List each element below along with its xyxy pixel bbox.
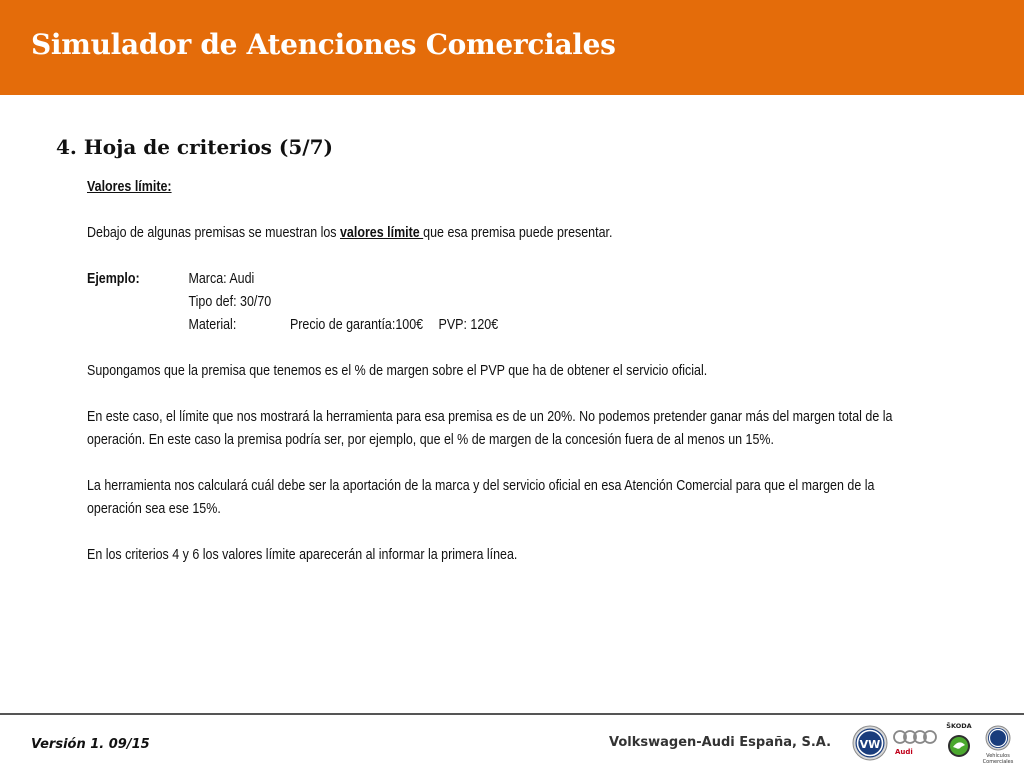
subheading-valores-limite: Valores límite: (87, 179, 172, 195)
audi-logo-text: Audi (895, 748, 913, 756)
example-label: Ejemplo: (87, 271, 140, 287)
paragraph-herramienta-line-1: La herramienta nos calculará cuál debe ser la aportación de la marca y del servicio oficial en esa Atención Comercial para que el margen de la (87, 478, 875, 494)
version-label: Versión 1. 09/15 (31, 737, 150, 752)
page-title: Simulador de Atenciones Comerciales (31, 28, 616, 61)
brand-logos (850, 720, 1020, 766)
paragraph-intro (87, 222, 1007, 245)
example-tipo: Tipo def: 30/70 (188, 294, 272, 310)
skoda-logo-icon (944, 720, 974, 764)
intro-emphasis: valores límite (340, 225, 424, 241)
vw-commercial-text-2: Comerciales (982, 759, 1014, 765)
example-marca: Marca: Audi (188, 271, 255, 287)
audi-logo-icon (892, 728, 940, 758)
example-precio: Precio de garantía:100€ (289, 317, 424, 333)
example-pvp: PVP: 120€ (438, 317, 499, 333)
paragraph-supongamos: Supongamos que la premisa que tenemos es el % de margen sobre el PVP que ha de obtener el servicio oficial. (87, 363, 708, 379)
example-row-material (87, 314, 1007, 337)
header-bar (0, 0, 1024, 95)
paragraph-criterios: En los criterios 4 y 6 los valores límite aparecerán al informar la primera línea. (87, 547, 518, 563)
example-material-label: Material: (188, 317, 237, 333)
vw-logo-icon (852, 725, 888, 761)
paragraph-limite-line-1: En este caso, el límite que nos mostrará la herramienta para esa premisa es de un 20%. No podemos pretender ganar más del margen total de la (87, 409, 893, 425)
section-title: 4. Hoja de criterios (5/7) (56, 135, 333, 159)
example-row-tipo (87, 291, 1007, 314)
paragraph-herramienta-line-2: operación sea ese 15%. (87, 501, 221, 517)
footer-divider (0, 713, 1024, 715)
company-name: Volkswagen-Audi España, S.A. (609, 735, 832, 750)
vw-commercial-text-1: Vehículos (986, 753, 1010, 759)
skoda-logo-text: ŠKODA (946, 722, 972, 730)
example-row-marca (87, 268, 1007, 291)
content-body (87, 176, 1007, 567)
intro-text-after: que esa premisa puede presentar. (423, 225, 613, 241)
paragraph-limite-line-2: operación. En este caso la premisa podría ser, por ejemplo, que el % de margen de la concesión fuera de al menos un 15%. (87, 432, 774, 448)
vw-commercial-logo-icon (978, 724, 1018, 766)
intro-text-before: Debajo de algunas premisas se muestran los (87, 225, 341, 241)
vw-logo-text: VW (859, 738, 881, 751)
